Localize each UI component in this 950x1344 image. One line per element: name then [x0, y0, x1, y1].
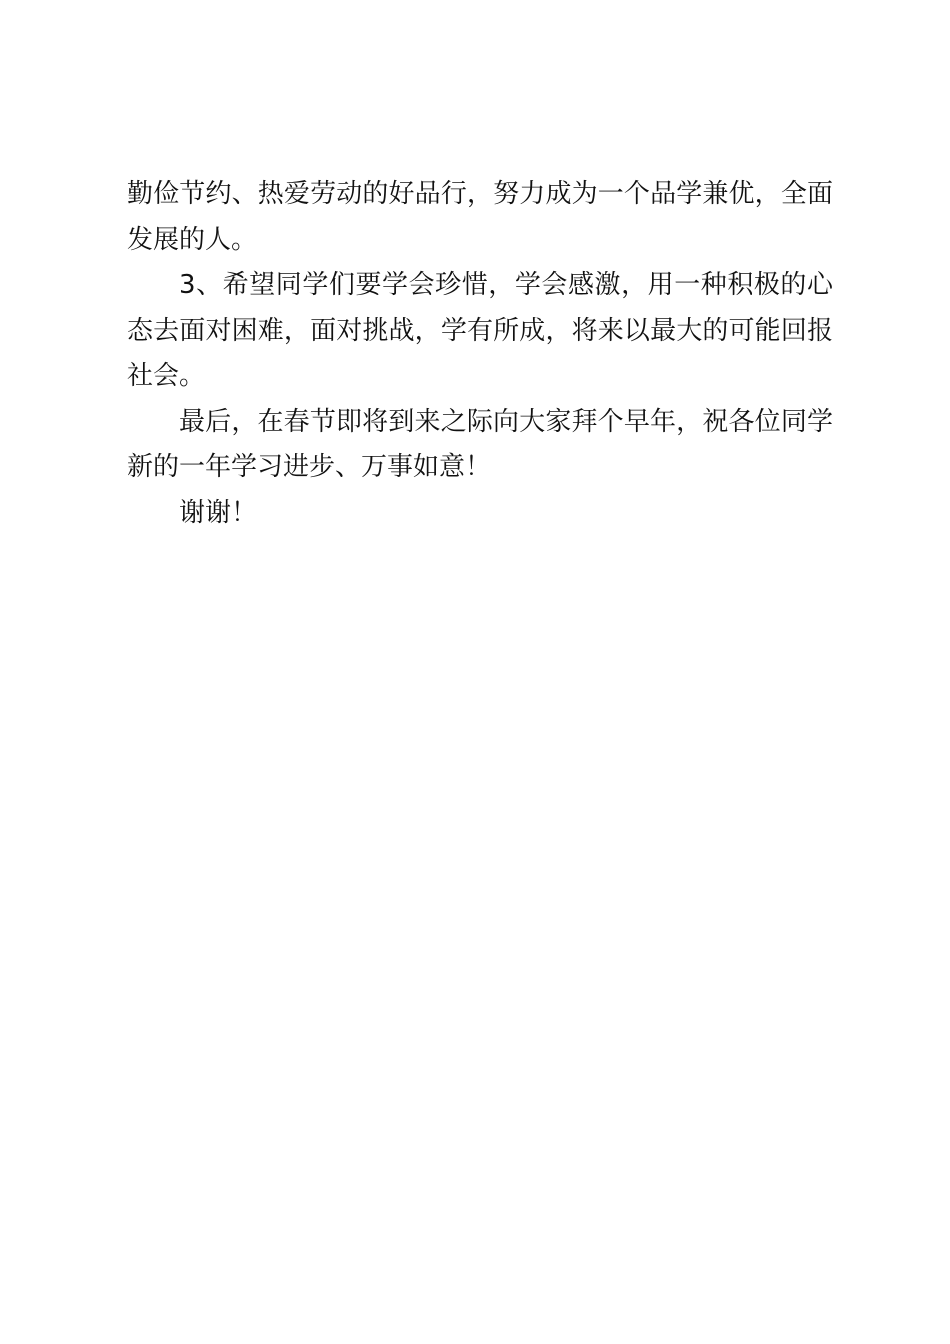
- paragraph-thanks: 谢谢！: [179, 497, 258, 528]
- document-body: [127, 172, 833, 536]
- paragraph-continuation: 勤俭节约、热爱劳动的好品行，努力成为一个品学兼优，全面发展的人。: [127, 179, 833, 255]
- paragraph-closing-wishes: 最后，在春节即将到来之际向大家拜个早年，祝各位同学新的一年学习进步、万事如意！: [127, 406, 833, 482]
- paragraph-point-3: 3、希望同学们要学会珍惜，学会感激，用一种积极的心态去面对困难，面对挑战，学有所成，将来以最大的可能回报社会。: [127, 270, 833, 391]
